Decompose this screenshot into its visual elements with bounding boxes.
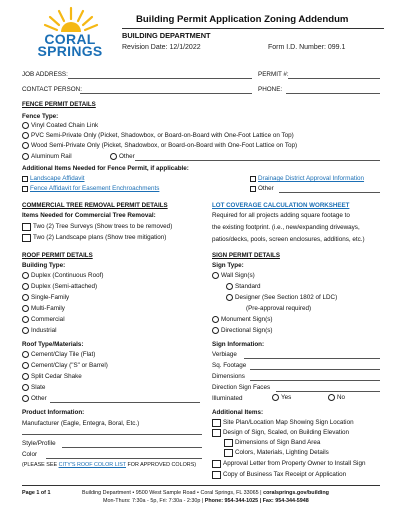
radio-icon[interactable]: [226, 294, 233, 301]
radio-icon[interactable]: [22, 327, 29, 334]
job-address-label: JOB ADDRESS:: [22, 71, 68, 78]
tree-heading: COMMERCIAL TREE REMOVAL PERMIT DETAILS: [22, 202, 168, 209]
checkbox-icon[interactable]: [22, 234, 31, 242]
radio-icon[interactable]: [22, 384, 29, 391]
coral-springs-logo: [30, 6, 112, 62]
department-name: BUILDING DEPARTMENT: [122, 31, 211, 40]
sq-footage-field[interactable]: [250, 369, 380, 370]
radio-icon[interactable]: [22, 272, 29, 279]
roof-material-option[interactable]: Other: [22, 395, 47, 403]
roof-color-list-link[interactable]: CITY'S ROOF COLOR LIST: [58, 462, 126, 468]
fence-type-label: Fence Type:: [22, 113, 59, 120]
footer-address: Building Department • 9500 West Sample Road • Coral Springs, FL 33065 | coralsprings.gov/building: [82, 490, 329, 496]
verbiage-label: Verbiage: [212, 351, 237, 358]
logo-coral: CORAL: [44, 31, 96, 47]
style-label: Style/Profile: [22, 440, 56, 447]
illuminated-label: Illuminated: [212, 395, 243, 402]
sign-band-item[interactable]: Dimensions of Sign Band Area: [224, 439, 320, 447]
radio-icon[interactable]: [328, 394, 335, 401]
radio-icon[interactable]: [212, 272, 219, 279]
designer-option[interactable]: Designer (See Section 1802 of LDC): [226, 294, 337, 302]
checkbox-icon[interactable]: [212, 429, 221, 437]
radio-icon[interactable]: [22, 362, 29, 369]
lot-coverage-link[interactable]: LOT COVERAGE CALCULATION WORKSHEET: [212, 202, 350, 209]
fence-other-field[interactable]: [135, 160, 380, 161]
standard-option[interactable]: Standard: [226, 283, 261, 291]
checkbox-icon[interactable]: [250, 176, 256, 182]
radio-icon[interactable]: [22, 351, 29, 358]
fence-additional-other[interactable]: Other: [250, 185, 274, 193]
dimensions-field[interactable]: [250, 380, 380, 381]
radio-icon[interactable]: [110, 153, 117, 160]
radio-icon[interactable]: [212, 327, 219, 334]
permit-field[interactable]: [288, 78, 380, 79]
tree-surveys[interactable]: Two (2) Tree Surveys (Show trees to be removed): [22, 223, 172, 231]
business-tax-item[interactable]: Copy of Business Tax Receipt or Application: [212, 471, 346, 479]
sign-info-label: Sign Information:: [212, 341, 265, 348]
radio-icon[interactable]: [22, 122, 29, 129]
roof-other-field[interactable]: [50, 402, 200, 403]
sun-icon: [40, 6, 102, 32]
roof-color-note: (PLEASE SEE CITY'S ROOF COLOR LIST FOR APPROVED COLORS): [22, 462, 197, 468]
radio-icon[interactable]: [22, 395, 29, 402]
dimensions-label: Dimensions: [212, 373, 245, 380]
sign-type-label: Sign Type:: [212, 262, 244, 269]
permit-label: PERMIT #:: [258, 71, 289, 78]
fence-additional-other-field[interactable]: [279, 192, 380, 193]
radio-icon[interactable]: [22, 132, 29, 139]
roof-heading: ROOF PERMIT DETAILS: [22, 252, 93, 259]
radio-icon[interactable]: [22, 373, 29, 380]
checkbox-icon[interactable]: [212, 419, 221, 427]
direction-faces-field[interactable]: [276, 391, 380, 392]
building-type-option[interactable]: Multi-Family: [22, 305, 65, 313]
fence-type-option[interactable]: Wood Semi-Private Only (Picket, Shadowbox, or Board-on-Board with One-Foot Lattice on Top): [22, 142, 297, 150]
checkbox-icon[interactable]: [212, 471, 221, 479]
preapproval-note: (Pre-approval required): [246, 305, 312, 312]
radio-icon[interactable]: [22, 153, 29, 160]
wall-sign-option[interactable]: Wall Sign(s): [212, 272, 255, 280]
checkbox-icon[interactable]: [22, 186, 28, 192]
fence-type-other[interactable]: Other: [110, 153, 135, 161]
roof-materials-label: Roof Type/Materials:: [22, 341, 84, 348]
checkbox-icon[interactable]: [224, 439, 233, 447]
product-info-label: Product Information:: [22, 409, 85, 416]
footer-hours: Mon-Thurs: 7:30a - 5p, Fri: 7:30a - 2:30p | Phone: 954-344-1025 | Fax: 954-344-5948: [103, 498, 309, 504]
building-type-option[interactable]: Industrial: [22, 327, 57, 335]
color-label: Color: [22, 451, 38, 458]
job-address-field[interactable]: [68, 78, 252, 79]
fence-affidavit[interactable]: Fence Affidavit for Easement Enchroachments: [22, 185, 159, 193]
sq-footage-label: Sq. Footage: [212, 362, 247, 369]
direction-faces-label: Direction Sign Faces: [212, 384, 271, 391]
checkbox-icon[interactable]: [212, 460, 221, 468]
landscape-plans[interactable]: Two (2) Landscape plans (Show tree mitigation): [22, 234, 166, 242]
roof-material-option[interactable]: Cement/Clay ("S" or Barrel): [22, 362, 108, 370]
radio-icon[interactable]: [22, 294, 29, 301]
landscape-affidavit[interactable]: Landscape Affidavit: [22, 175, 85, 183]
building-type-option[interactable]: Duplex (Semi-attached): [22, 283, 97, 291]
approval-letter-item[interactable]: Approval Letter from Property Owner to Install Sign: [212, 460, 365, 468]
checkbox-icon[interactable]: [224, 449, 233, 457]
page-number: Page 1 of 1: [22, 490, 51, 496]
phone-field[interactable]: [286, 93, 380, 94]
color-field[interactable]: [46, 458, 202, 459]
page-title: Building Permit Application Zoning Addendum: [136, 14, 349, 25]
sign-heading: SIGN PERMIT DETAILS: [212, 252, 280, 259]
sign-design-item[interactable]: Design of Sign, Scaled, on Building Elevation: [212, 429, 349, 437]
drainage-approval[interactable]: Drainage District Approval Information: [250, 175, 364, 183]
radio-icon[interactable]: [22, 283, 29, 290]
fence-type-option[interactable]: Vinyl Coated Chain Link: [22, 122, 98, 130]
radio-icon[interactable]: [272, 394, 279, 401]
verbiage-field[interactable]: [244, 358, 380, 359]
manufacturer-field[interactable]: [22, 434, 202, 435]
colors-materials-item[interactable]: Colors, Materials, Lighting Details: [224, 449, 329, 457]
fence-type-option[interactable]: Aluminum Rail: [22, 153, 72, 161]
fence-heading: FENCE PERMIT DETAILS: [22, 101, 96, 108]
monument-sign-option[interactable]: Monument Sign(s): [212, 316, 272, 324]
fence-type-option[interactable]: PVC Semi-Private Only (Picket, Shadowbox, or Board-on-Board with One-Foot Lattice on Top): [22, 132, 294, 140]
building-type-option[interactable]: Commercial: [22, 316, 65, 324]
site-plan-item[interactable]: Site Plan/Location Map Showing Sign Location: [212, 419, 354, 427]
radio-icon[interactable]: [22, 305, 29, 312]
contact-person-field[interactable]: [80, 93, 252, 94]
lot-text-2: the existing footprint. (i.e., new/expanding driveways,: [212, 224, 360, 231]
building-type-option[interactable]: Single-Family: [22, 294, 69, 302]
building-type-option[interactable]: Duplex (Continuous Roof): [22, 272, 103, 280]
checkbox-icon[interactable]: [22, 176, 28, 182]
roof-material-option[interactable]: Split Cedar Shake: [22, 373, 82, 381]
revision-date: Revision Date: 12/1/2022: [122, 44, 201, 51]
contact-person-label: CONTACT PERSON:: [22, 86, 82, 93]
logo-springs: SPRINGS: [37, 43, 103, 59]
directional-sign-option[interactable]: Directional Sign(s): [212, 327, 272, 335]
illuminated-yes[interactable]: Yes: [272, 394, 291, 402]
radio-icon[interactable]: [22, 316, 29, 323]
website-link[interactable]: coralsprings.gov/building: [263, 490, 329, 496]
roof-material-option[interactable]: Cement/Clay Tile (Flat): [22, 351, 95, 359]
form-id: Form I.D. Number: 099.1: [268, 44, 346, 51]
radio-icon[interactable]: [226, 283, 233, 290]
radio-icon[interactable]: [212, 316, 219, 323]
checkbox-icon[interactable]: [22, 223, 31, 231]
sign-additional-label: Additional Items:: [212, 409, 264, 416]
style-field[interactable]: [62, 447, 202, 448]
building-type-label: Building Type:: [22, 262, 66, 269]
roof-material-option[interactable]: Slate: [22, 384, 45, 392]
checkbox-icon[interactable]: [250, 186, 256, 192]
lot-text-3: patios/decks, pools, screen enclosures, additions, etc.): [212, 236, 365, 243]
manufacturer-label: Manufacturer (Eagle, Entegra, Boral, Etc.): [22, 420, 140, 427]
tree-items-label: Items Needed for Commercial Tree Removal:: [22, 212, 156, 219]
radio-icon[interactable]: [22, 142, 29, 149]
fence-additional-label: Additional Items Needed for Fence Permit, if applicable:: [22, 165, 189, 172]
phone-label: PHONE:: [258, 86, 283, 93]
illuminated-no[interactable]: No: [328, 394, 345, 402]
lot-text-1: Required for all projects adding square footage to: [212, 212, 350, 219]
